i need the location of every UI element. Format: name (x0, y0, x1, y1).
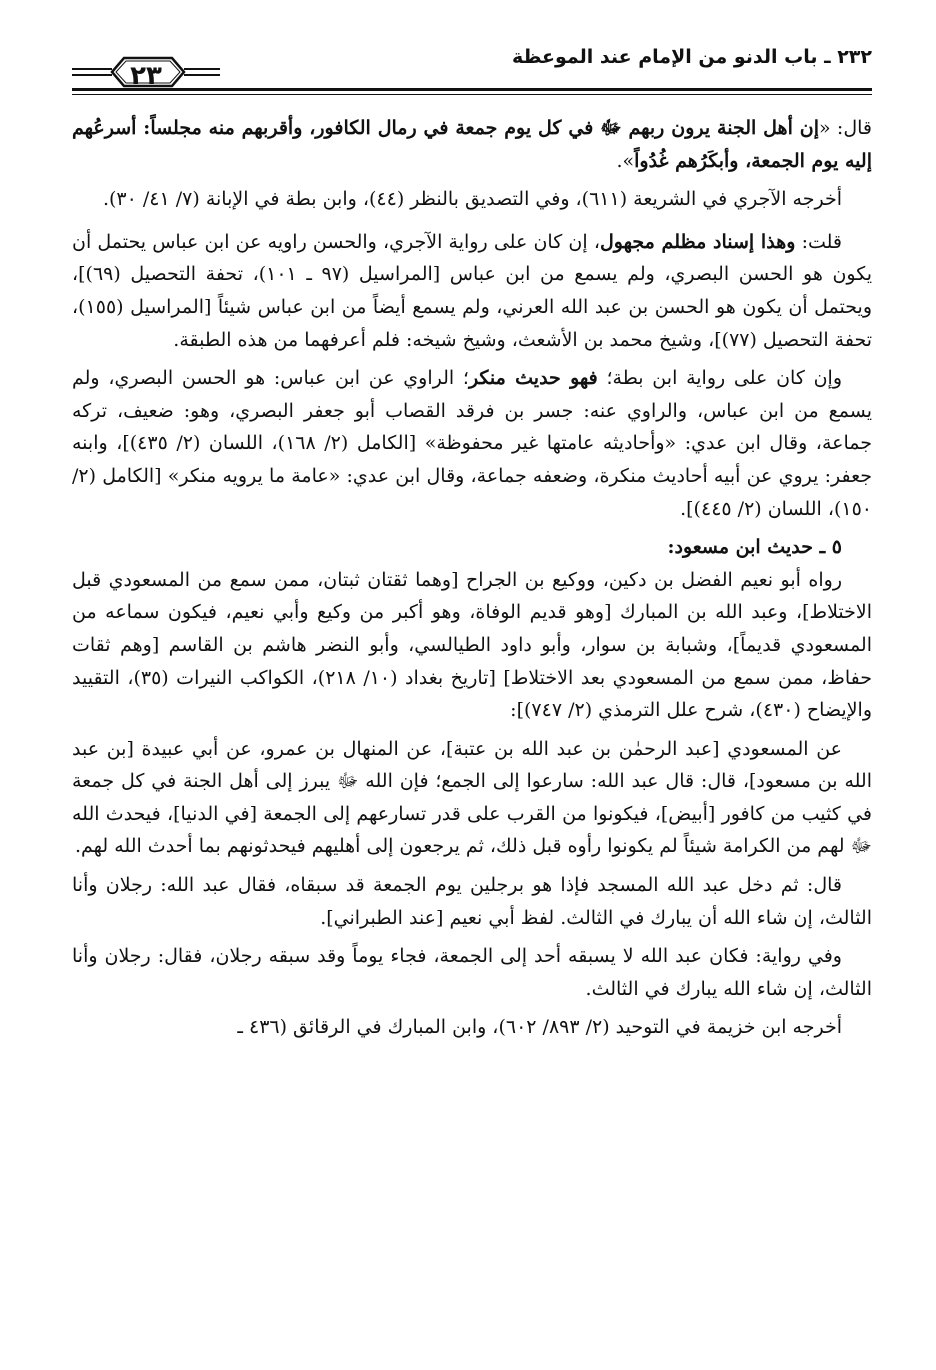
takhrij-paragraph: أخرجه الآجري في الشريعة (٦١١)، وفي التصديق بالنظر (٤٤)، وابن بطة في الإبانة (٧/ ٤١/ ٣٠). (102, 188, 842, 211)
commentary-paragraph-1 (72, 226, 872, 356)
quoted-hadith-paragraph (72, 112, 872, 177)
commentary-text: ؛ الراوي عن ابن عباس: هو الحسن البصري، ولم يسمع من ابن عباس، والراوي عنه: جسر بن فرقد القصاب أبو جعفر البصري، وهو: ضعيف، تركه جماعة، وقال ابن عدي: «وأحاديثه عامتها غير محفوظة» [الكامل (٢/ ١٦٨)، اللسان (٢/ ٤٣٥)]، وابنه جعفر: يروي عن أبيه أحاديث منكرة، وضعفه جماعة، وقال ابن عدي: «عامة ما يرويه منكر» [الكامل (٢/ ١٥٠)، اللسان (٢/ ٤٤٥)]. (72, 367, 872, 520)
hadith-continuation-paragraph: قال: ثم دخل عبد الله المسجد فإذا هو برجلين يوم الجمعة قد سبقاه، فقال عبد الله: رجلان وأنا الثالث، إن شاء الله أن يبارك في الثالث. لفظ أبي نعيم [عند الطبراني]. (72, 874, 872, 929)
hadith-quote-text: إن أهل الجنة يرون ربهم ﷻ في كل يوم جمعة في رمال الكافور، وأقربهم منه مجلساً: أسرعُهم إليه يوم الجمعة، وأبكَرُهم غُدُواً (72, 117, 872, 172)
commentary-lead: وإن كان على رواية ابن بطة؛ (597, 367, 842, 390)
page-header (72, 38, 872, 100)
commentary-text: ، إن كان على رواية الآجري، والحسن راويه عن ابن عباس يحتمل أن يكون هو الحسن البصري، ولم يسمع من ابن عباس [المراسيل (٩٧ ـ ١٠١)، تحفة التحصيل (٦٩)]، ويحتمل أن يكون هو الحسن بن عبد الله العرني، ولم يسمع أيضاً من ابن عباس شيئاً [المراسيل (١٥٥)، تحفة التحصيل (٧٧)]، وشيخ محمد بن الأشعث، وشيخ شيخه: فلم أعرفهما من هذه الطبقة. (72, 230, 873, 351)
commentary-lead: قلت: (795, 230, 842, 253)
takhrij-paragraph-bottom: أخرجه ابن خزيمة في التوحيد (٢/ ٨٩٣/ ٦٠٢)، وابن المبارك في الرقائق (٤٣٦ ـ (237, 1016, 842, 1039)
quote-lead: قال: « (818, 117, 872, 139)
variant-narration-paragraph: وفي رواية: فكان عبد الله لا يسبقه أحد إلى الجمعة، فجاء يوماً وقد سبقه رجلان، فقال: رجلان وأنا الثالث، إن شاء الله يبارك في الثالث. (72, 945, 872, 1000)
section-heading: ٥ ـ حديث ابن مسعود: (667, 536, 842, 559)
narration-chain-paragraph: رواه أبو نعيم الفضل بن دكين، ووكيع بن الجراح [وهما ثقتان ثبتان، ممن سمع من المسعودي قبل الاختلاط]، وعبد الله بن المبارك [وهو قديم الوفاة، وهو أكبر من وكيع وأبي نعيم، فيكون سماعه من المسعودي قديماً]، وشبابة بن سوار، وأبو داود الطيالسي، وأبو النضر هاشم بن القاسم [وهم ثقات حفاظ، ممن سمع من المسعودي بعد الاختلاط] [تاريخ بغداد (١٠/ ٢١٨)، الكواكب النيرات (٣٥)، التقييد والإيضاح (٤٣٠)، شرح علل الترمذي (٢/ ٧٤٧)]: (72, 568, 872, 722)
page-number-ornament (72, 52, 220, 110)
commentary-judgement: وهذا إسناد مظلم مجهول (599, 230, 796, 253)
running-title: ٢٣٢ ـ باب الدنو من الإمام عند الموعظة (512, 46, 872, 68)
page-body (72, 112, 872, 1044)
quote-tail: ». (616, 149, 635, 172)
hadith-text-paragraph: عن المسعودي [عبد الرحمٰن بن عبد الله بن عتبة]، عن المنهال بن عمرو، عن أبي عبيدة [بن عبد الله بن مسعود]، قال: قال عبد الله: سارعوا إلى الجمع؛ فإن الله ﷻ يبرز إلى أهل الجنة في كل جمعة في كثيب من كافور [أبيض]، فيكونوا من القرب على قدر تسارعهم إلى الجمعة [في الدنيا]، فيحدث الله ﷻ لهم من الكرامة شيئاً لم يكونوا رأوه قبل ذلك، ثم يرجعون إلى أهليهم فيحدثونهم بما أحدث الله لهم. (72, 737, 872, 858)
commentary-judgement: فهو حديث منكر (468, 367, 598, 390)
page-number: ٢٣ (130, 61, 162, 91)
commentary-paragraph-2 (72, 362, 872, 525)
